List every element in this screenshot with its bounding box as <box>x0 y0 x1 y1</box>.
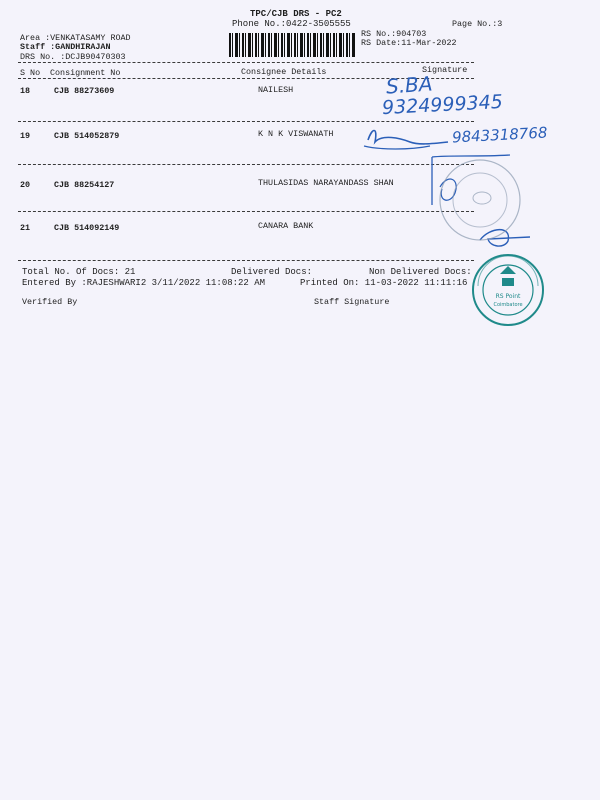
rs-number: RS No.:904703 <box>361 29 427 39</box>
page-number: Page No.:3 <box>452 19 503 29</box>
verified-by: Verified By <box>22 297 78 307</box>
handwritten-signature: S.BA <box>385 71 434 99</box>
staff-label: Staff :GANDHIRAJAN <box>20 42 111 52</box>
divider <box>18 260 474 261</box>
row-sno: 18 <box>20 86 31 96</box>
svg-text:Coimbatore: Coimbatore <box>493 302 523 308</box>
row-consignment: CJB 88254127 <box>54 180 115 190</box>
staff-signature: Staff Signature <box>314 297 390 307</box>
row-sno: 20 <box>20 180 31 190</box>
column-header-sno: S No <box>20 68 41 78</box>
entered-by: Entered By :RAJESHWARI2 3/11/2022 11:08:22 AM <box>22 278 266 288</box>
row-consignee: K N K VISWANATH <box>258 129 334 139</box>
divider <box>18 211 474 212</box>
faded-stamp <box>430 150 530 250</box>
non-delivered-docs: Non Delivered Docs: <box>369 267 472 277</box>
phone-number: Phone No.:0422-3505555 <box>232 19 351 29</box>
document-title: TPC/CJB DRS - PC2 <box>250 9 342 19</box>
total-docs: Total No. Of Docs: 21 <box>22 267 136 277</box>
column-header-consignee: Consignee Details <box>241 67 327 77</box>
divider <box>18 62 474 63</box>
row-consignee: NAILESH <box>258 85 294 95</box>
svg-text:RS Point: RS Point <box>495 293 521 300</box>
barcode <box>229 33 356 57</box>
column-header-signature: Signature <box>422 65 468 75</box>
row-sno: 21 <box>20 223 31 233</box>
row-consignee: THULASIDAS NARAYANDASS SHAN <box>258 178 394 188</box>
handwritten-phone: 9843318768 <box>451 123 548 147</box>
printed-on: Printed On: 11-03-2022 11:11:16 <box>300 278 468 288</box>
row-sno: 19 <box>20 131 31 141</box>
drs-number: DRS No. :DCJB90470303 <box>20 52 126 62</box>
row-consignment: CJB 88273609 <box>54 86 115 96</box>
area-label: Area :VENKATASAMY ROAD <box>20 33 131 43</box>
rs-date: RS Date:11-Mar-2022 <box>361 38 457 48</box>
divider <box>18 164 474 165</box>
column-header-consignment: Consignment No <box>50 68 121 78</box>
row-consignee: CANARA BANK <box>258 221 314 231</box>
row-consignment: CJB 514052879 <box>54 131 120 141</box>
post-office-stamp <box>462 250 558 330</box>
handwritten-phone: 9324999345 <box>381 90 504 120</box>
row-consignment: CJB 514092149 <box>54 223 120 233</box>
delivered-docs: Delivered Docs: <box>231 267 313 277</box>
